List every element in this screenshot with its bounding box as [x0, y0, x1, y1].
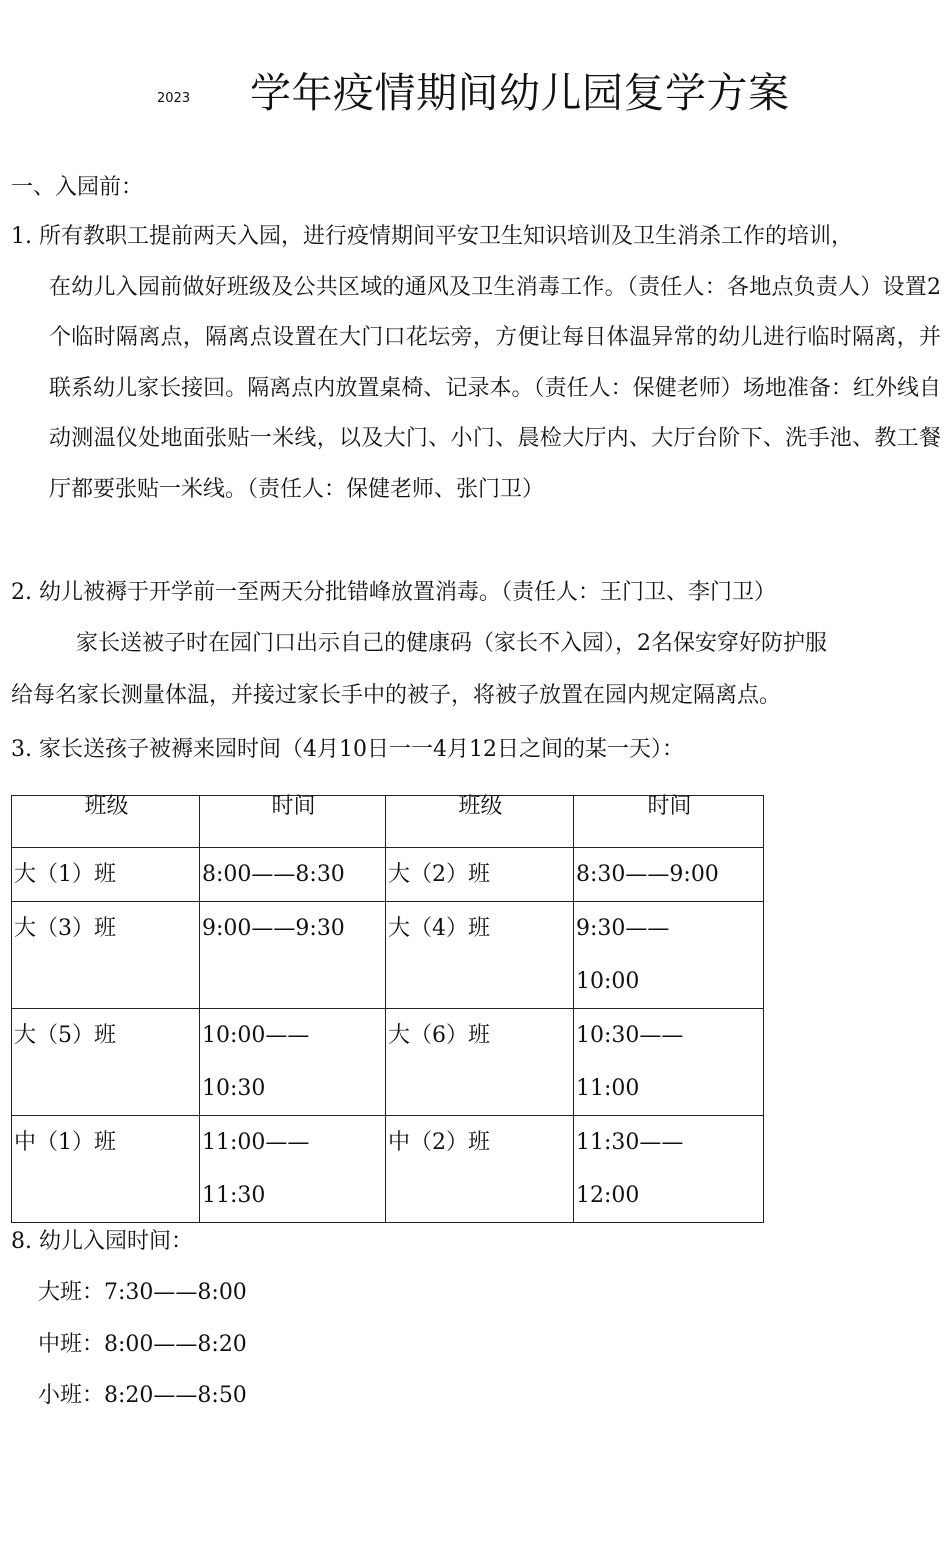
table-cell-class: 中（1）班: [12, 1116, 200, 1223]
item-2-text: 2. 幼儿被褥于开学前一至两天分批错峰放置消毒。（责任人：王门卫、李门卫）: [11, 580, 776, 605]
entry-time-middle-class: 中班：8:00——8:20: [38, 1332, 247, 1357]
table-cell-class: 大（2）班: [386, 848, 574, 902]
table-cell-time: [200, 1116, 386, 1223]
table-cell-time: 8:30——9:00: [574, 848, 764, 902]
table-cell-class: 大（3）班: [12, 902, 200, 1009]
table-row: [12, 1009, 764, 1116]
table-cell-class: 大（1）班: [12, 848, 200, 902]
table-cell-time: [574, 1116, 764, 1223]
item-1-paragraph: [11, 212, 941, 515]
table-cell-time: [574, 902, 764, 1009]
table-cell-class: 大（6）班: [386, 1009, 574, 1116]
table-cell-time: [200, 1009, 386, 1116]
table-cell-time-text: 11:30—— 12:00: [576, 1130, 684, 1208]
table-header-row: [12, 796, 764, 848]
item-1-body: 在幼儿入园前做好班级及公共区域的通风及卫生消毒工作。（责任人：各地点负责人）设置2个临时隔离点，隔离点设置在大门口花坛旁，方便让每日体温异常的幼儿进行临时隔离，并联系幼儿家长接回。隔离点内放置桌椅、记录本。（责任人：保健老师）场地准备：红外线自动测温仪处地面张贴一米线，以及大门、小门、晨检大厅内、大厅台阶下、洗手池、教工餐厅都要张贴一米线。（责任人：保健老师、张门卫）: [49, 274, 941, 502]
document-year: 2023: [157, 91, 191, 106]
item-1-first-line: 1. 所有教职工提前两天入园，进行疫情期间平安卫生知识培训及卫生消杀工作的培训，: [11, 224, 853, 249]
item-2-detail-line-2: 给每名家长测量体温，并接过家长手中的被子，将被子放置在园内规定隔离点。: [11, 683, 782, 708]
entry-time-big-class: 大班：7:30——8:00: [38, 1280, 247, 1305]
table-cell-time-text: 10:00—— 10:30: [202, 1023, 310, 1101]
item-2-detail-line-1: 家长送被子时在园门口出示自己的健康码（家长不入园），2名保安穿好防护服: [76, 631, 827, 656]
table-cell-time-text: 10:30—— 11:00: [576, 1023, 684, 1101]
entry-times-heading: 8. 幼儿入园时间：: [11, 1229, 193, 1254]
document-title: 学年疫情期间幼儿园复学方案: [250, 69, 790, 117]
section-heading: 一、入园前：: [11, 175, 144, 200]
table-cell-time: 8:00——8:30: [200, 848, 386, 902]
table-header-cell: 时间: [574, 796, 764, 848]
table-cell-class: 中（2）班: [386, 1116, 574, 1223]
table-row: [12, 902, 764, 1009]
entry-time-small-class: 小班：8:20——8:50: [38, 1383, 247, 1408]
table-cell-time: [574, 1009, 764, 1116]
table-header-cell: 时间: [200, 796, 386, 848]
table-cell-class: 大（5）班: [12, 1009, 200, 1116]
table-header-cell: 班级: [386, 796, 574, 848]
schedule-table: [11, 795, 764, 1223]
table-cell-time-text: 9:30—— 10:00: [576, 916, 670, 994]
table-row: [12, 848, 764, 902]
table-row: [12, 1116, 764, 1223]
table-header-cell: 班级: [12, 796, 200, 848]
table-cell-time: 9:00——9:30: [200, 902, 386, 1009]
table-cell-class: 大（4）班: [386, 902, 574, 1009]
item-3-text: 3. 家长送孩子被褥来园时间（4月10日一一4月12日之间的某一天）：: [11, 737, 684, 762]
table-cell-time-text: 11:00—— 11:30: [202, 1130, 310, 1208]
